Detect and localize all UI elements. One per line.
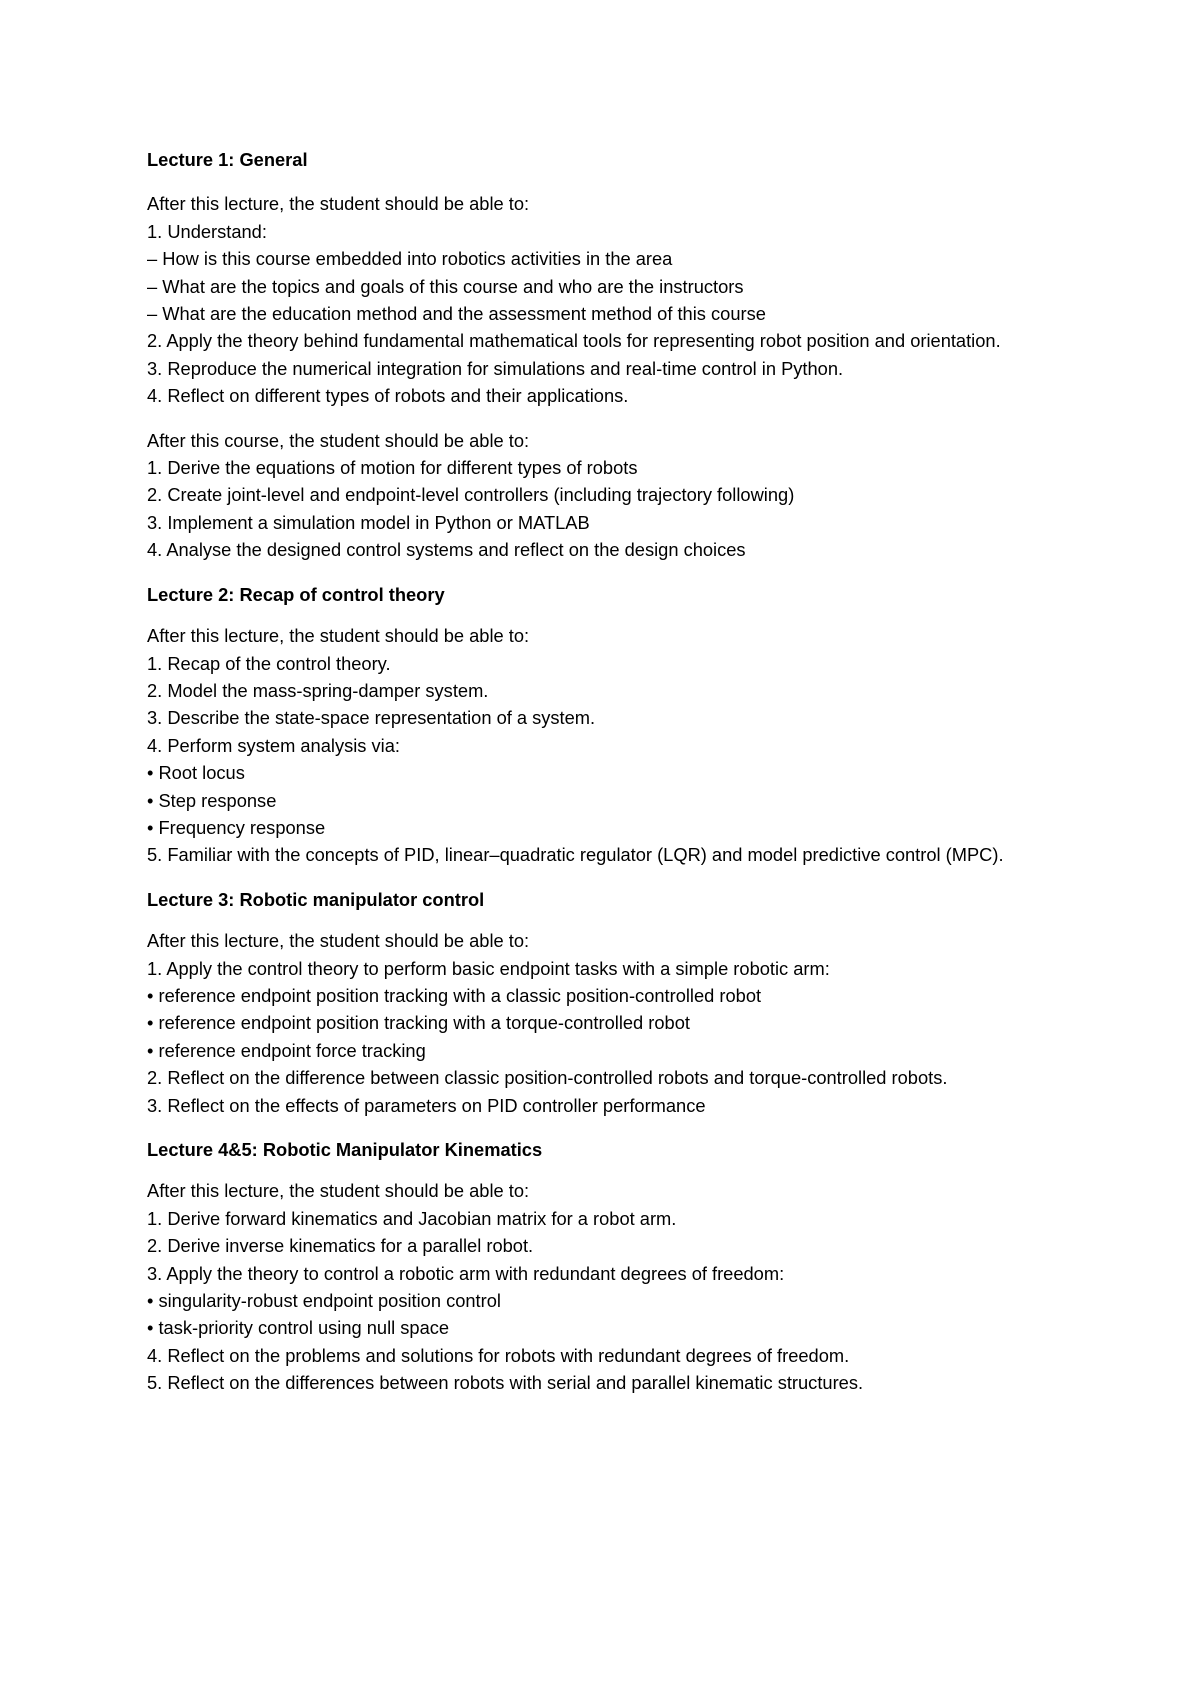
list-item: 5. Reflect on the differences between robots with serial and parallel kinematic structures. [147,1372,864,1394]
list-item: 4. Reflect on different types of robots and their applications. [147,385,629,407]
list-item: 3. Describe the state-space representation of a system. [147,707,596,729]
list-item: – What are the topics and goals of this course and who are the instructors [147,275,744,297]
section-intro: After this lecture, the student should be able to: [147,1180,530,1202]
list-item: 2. Apply the theory behind fundamental mathematical tools for representing robot position and orientation. [147,330,1001,352]
list-item: 3. Apply the theory to control a robotic arm with redundant degrees of freedom: [147,1262,785,1284]
bullet-item: • task-priority control using null space [147,1317,450,1339]
section-heading-lecture-1: Lecture 1: General [147,149,308,170]
list-item: 1. Derive forward kinematics and Jacobian matrix for a robot arm. [147,1207,677,1229]
bullet-item: • Frequency response [147,816,326,838]
bullet-item: • singularity-robust endpoint position control [147,1290,501,1312]
list-item: 4. Perform system analysis via: [147,734,400,756]
list-item: 1. Derive the equations of motion for different types of robots [147,457,638,479]
section-intro: After this lecture, the student should be able to: [147,625,530,647]
list-item: 1. Recap of the control theory. [147,652,391,674]
list-item: 4. Reflect on the problems and solutions for robots with redundant degrees of freedom. [147,1344,850,1366]
section-heading-lecture-2: Lecture 2: Recap of control theory [147,583,445,605]
list-item: 5. Familiar with the concepts of PID, linear–quadratic regulator (LQR) and model predictive control (MPC). [147,844,1004,866]
list-item: 3. Reproduce the numerical integration for simulations and real-time control in Python. [147,357,844,379]
list-item: 3. Implement a simulation model in Python or MATLAB [147,511,590,533]
bullet-item: • Root locus [147,762,245,784]
bullet-item: • reference endpoint position tracking with a torque-controlled robot [147,1012,690,1034]
section-heading-lecture-3: Lecture 3: Robotic manipulator control [147,888,485,910]
bullet-item: • Step response [147,789,277,811]
section-intro: After this lecture, the student should be able to: [147,193,530,215]
list-item: 4. Analyse the designed control systems and reflect on the design choices [147,539,746,561]
section-intro: After this course, the student should be able to: [147,429,530,451]
list-item: 2. Model the mass-spring-damper system. [147,679,489,701]
list-item: 1. Understand: [147,220,267,242]
section-heading-lecture-4-5: Lecture 4&5: Robotic Manipulator Kinematics [147,1139,543,1160]
list-item: 2. Derive inverse kinematics for a parallel robot. [147,1235,534,1257]
list-item: 2. Create joint-level and endpoint-level controllers (including trajectory following) [147,484,795,506]
bullet-item: • reference endpoint force tracking [147,1039,426,1061]
list-item: – What are the education method and the assessment method of this course [147,303,766,325]
list-item: 2. Reflect on the difference between classic position-controlled robots and torque-controlled robots. [147,1067,948,1089]
document-body [147,146,1077,1397]
list-item: 3. Reflect on the effects of parameters on PID controller performance [147,1094,706,1116]
list-item: – How is this course embedded into robotics activities in the area [147,248,673,270]
list-item: 1. Apply the control theory to perform basic endpoint tasks with a simple robotic arm: [147,957,830,979]
bullet-item: • reference endpoint position tracking with a classic position-controlled robot [147,984,762,1006]
section-intro: After this lecture, the student should be able to: [147,930,530,952]
